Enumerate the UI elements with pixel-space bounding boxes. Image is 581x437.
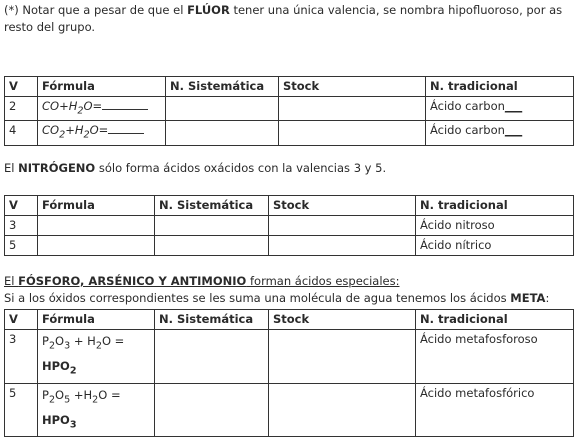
cell-formula: $P_2O_5 +H_2O$ = $HPO_3$ bbox=[38, 383, 155, 437]
cell-sistematica bbox=[155, 383, 269, 437]
col-formula: Fórmula bbox=[38, 310, 155, 330]
col-tradicional: N. tradicional bbox=[416, 310, 574, 330]
cell-tradicional: Ácido nitroso bbox=[416, 216, 574, 236]
meta-line: Si a los óxidos correspondientes se les suma una molécula de agua tenemos los ácidos META: bbox=[4, 291, 550, 305]
table-row bbox=[5, 216, 574, 236]
nitrogeno-bold: NITRÓGENO bbox=[18, 161, 96, 175]
col-tradicional: N. tradicional bbox=[416, 196, 574, 216]
cell-tradicional: Ácido metafosfórico bbox=[416, 383, 574, 437]
cell-sistematica bbox=[166, 121, 279, 145]
cell-valence: 2 bbox=[5, 97, 38, 121]
col-v: V bbox=[5, 196, 38, 216]
cell-valence: 4 bbox=[5, 121, 38, 145]
cell-sistematica bbox=[155, 330, 269, 384]
col-v: V bbox=[5, 310, 38, 330]
table-row bbox=[5, 97, 574, 121]
table-nitrogen bbox=[4, 195, 574, 256]
cell-tradicional: Ácido carbon___ bbox=[426, 121, 574, 145]
cell-stock bbox=[279, 121, 426, 145]
cell-stock bbox=[269, 383, 416, 437]
meta-bold: META bbox=[510, 291, 546, 305]
fosforo-bold: FÓSFORO, ARSÉNICO Y ANTIMONIO bbox=[18, 274, 247, 288]
cell-valence: 3 bbox=[5, 330, 38, 384]
col-sistematica: N. Sistemática bbox=[155, 310, 269, 330]
table-carbon bbox=[4, 76, 574, 146]
cell-sistematica bbox=[166, 97, 279, 121]
cell-formula bbox=[38, 236, 155, 256]
col-sistematica: N. Sistemática bbox=[155, 196, 269, 216]
intro-text-a: (*) Notar que a pesar de que el bbox=[4, 3, 188, 17]
fosforo-heading: El FÓSFORO, ARSÉNICO Y ANTIMONIO forman ácidos especiales: bbox=[4, 274, 400, 288]
table-header-row bbox=[5, 77, 574, 97]
cell-valence: 5 bbox=[5, 236, 38, 256]
col-formula: Fórmula bbox=[38, 77, 166, 97]
table-meta bbox=[4, 309, 574, 437]
table-row bbox=[5, 236, 574, 256]
table-header-row bbox=[5, 310, 574, 330]
intro-text-b: tener una única valencia, se nombra hipofluoroso, por as bbox=[229, 3, 563, 17]
cell-stock bbox=[269, 330, 416, 384]
cell-sistematica bbox=[155, 216, 269, 236]
col-stock: Stock bbox=[279, 77, 426, 97]
col-stock: Stock bbox=[269, 310, 416, 330]
col-v: V bbox=[5, 77, 38, 97]
nitrogeno-line: El NITRÓGENO sólo forma ácidos oxácidos con la valencias 3 y 5. bbox=[4, 161, 387, 175]
cell-formula: $CO+H_2O=$ bbox=[38, 97, 166, 121]
col-stock: Stock bbox=[269, 196, 416, 216]
cell-formula: $CO_2+H_2O=$ bbox=[38, 121, 166, 145]
cell-tradicional: Ácido metafosforoso bbox=[416, 330, 574, 384]
table-row bbox=[5, 383, 574, 437]
table-header-row bbox=[5, 196, 574, 216]
answer-blank bbox=[108, 123, 144, 134]
cell-stock bbox=[269, 236, 416, 256]
col-tradicional: N. tradicional bbox=[426, 77, 574, 97]
intro-line-2: resto del grupo. bbox=[4, 20, 96, 34]
cell-valence: 5 bbox=[5, 383, 38, 437]
cell-tradicional: Ácido nítrico bbox=[416, 236, 574, 256]
cell-formula: $P_2O_3 + H_2O$ = $HPO_2$ bbox=[38, 330, 155, 384]
cell-formula bbox=[38, 216, 155, 236]
cell-stock bbox=[269, 216, 416, 236]
intro-line-1 bbox=[4, 2, 562, 19]
cell-sistematica bbox=[155, 236, 269, 256]
answer-blank bbox=[102, 99, 148, 110]
table-row bbox=[5, 330, 574, 384]
intro-fluor: FLÚOR bbox=[187, 3, 230, 17]
cell-tradicional: Ácido carbon___ bbox=[426, 97, 574, 121]
cell-valence: 3 bbox=[5, 216, 38, 236]
col-sistematica: N. Sistemática bbox=[166, 77, 279, 97]
col-formula: Fórmula bbox=[38, 196, 155, 216]
cell-stock bbox=[279, 97, 426, 121]
table-row bbox=[5, 121, 574, 145]
